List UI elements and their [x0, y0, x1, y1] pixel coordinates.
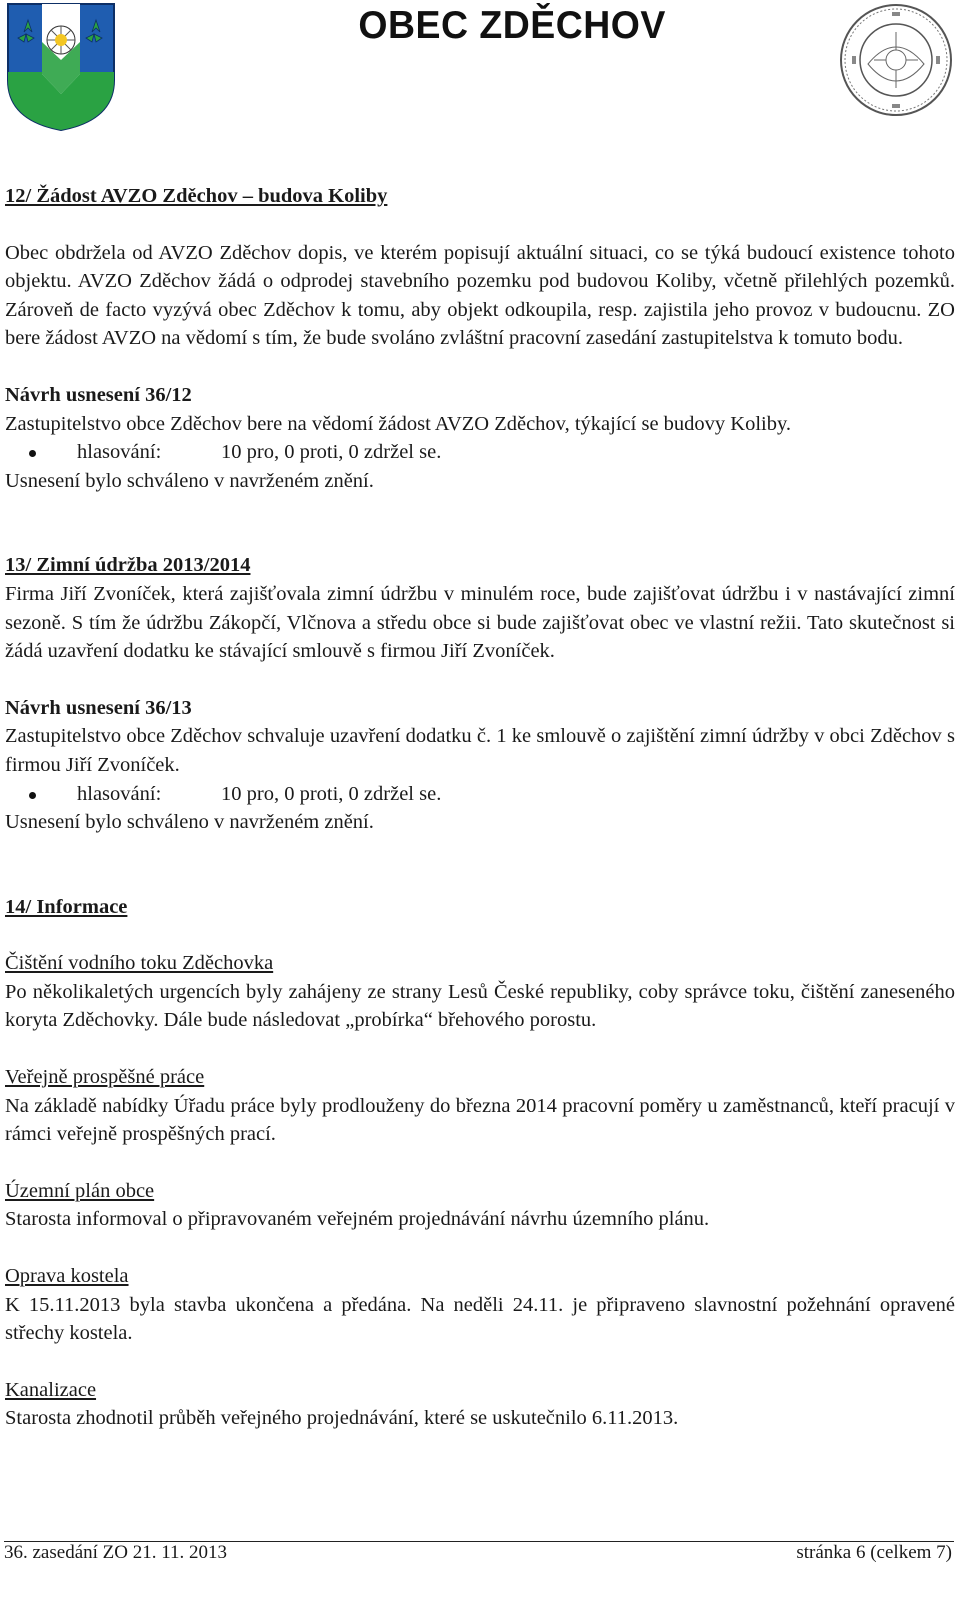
- info-item-title: Územní plán obce: [5, 1179, 155, 1202]
- village-title: OBEC ZDĚCHOV: [358, 4, 666, 47]
- footer-page-number: stránka 6 (celkem 7): [796, 1542, 952, 1563]
- resolution-36-13-approved: Usnesení bylo schváleno v navrženém znění.: [5, 811, 374, 834]
- resolution-36-13-text: Zastupitelstvo obce Zděchov schvaluje uzavření dodatku č. 1 ke smlouvě o zajištění zimní údržby v obci Zděchov s firmou Jiří Zvoníček.: [5, 725, 955, 776]
- footer-meeting-info: 36. zasedání ZO 21. 11. 2013: [4, 1542, 228, 1563]
- section-13-heading: 13/ Zimní údržba 2013/2014: [5, 554, 251, 577]
- resolution-36-12-text: Zastupitelstvo obce Zděchov bere na vědomí žádost AVZO Zděchov, týkající se budovy Koliby.: [5, 412, 792, 435]
- info-item-title: Čištění vodního toku Zděchovka: [5, 952, 274, 975]
- info-item-title: Veřejně prospěšné práce: [5, 1066, 205, 1089]
- vote-value: 10 pro, 0 proti, 0 zdržel se.: [221, 782, 442, 805]
- vote-label: hlasování:: [77, 441, 162, 464]
- section-12-heading: 12/ Žádost AVZO Zděchov – budova Koliby: [5, 185, 388, 207]
- document-body: [5, 182, 955, 1433]
- vote-36-13: [5, 780, 955, 809]
- resolution-36-13-label: Návrh usnesení 36/13: [5, 696, 192, 719]
- section-12-paragraph: Obec obdržela od AVZO Zděchov dopis, ve kterém popisují aktuální situaci, co se týká budoucí existence tohoto objektu. AVZO Zděchov žádá o odprodej stavebního pozemku pod budovou Koliby, včetně přilehlých pozemků. Zároveň de facto vyzývá obec Zděchov k tomu, aby objekt odkoupila, resp. zajistila jeho provoz v budoucnu. ZO bere žádost AVZO na vědomí s tím, že bude svoláno zvláštní pracovní zasedání zastupitelstva k tomuto bodu.: [5, 241, 955, 350]
- info-item-text: K 15.11.2013 byla stavba ukončena a předána. Na neděli 24.11. je připraveno slavnostní požehnání opravené střechy kostela.: [5, 1293, 955, 1345]
- info-item-title: Oprava kostela: [5, 1265, 129, 1288]
- section-13-paragraph: Firma Jiří Zvoníček, která zajišťovala zimní údržbu v minulém roce, bude zajišťovat údržbu i v nastávající zimní sezoně. S tím že údržbu Zákopčí, Vlčnova a středu obce si bude zajišťovat obec ve vlastní režii. Tato skutečnost si žádá uzavření dodatku ke stávající smlouvě s firmou Jiří Zvoníček.: [5, 582, 955, 663]
- info-item-text: Starosta informoval o připravovaném veřejném projednávání návrhu územního plánu.: [5, 1208, 710, 1231]
- vote-36-12: [5, 438, 955, 467]
- village-seal-icon: [838, 2, 954, 118]
- resolution-36-12-approved: Usnesení bylo schváleno v navrženém znění.: [5, 469, 374, 492]
- vote-value: 10 pro, 0 proti, 0 zdržel se.: [221, 441, 442, 464]
- vote-label: hlasování:: [77, 782, 162, 805]
- info-item-text: Starosta zhodnotil průběh veřejného projednávání, které se uskutečnilo 6.11.2013.: [5, 1407, 679, 1430]
- resolution-36-12-label: Návrh usnesení 36/12: [5, 383, 192, 406]
- info-item-text: Na základě nabídky Úřadu práce byly prodlouženy do března 2014 pracovní poměry u zaměstnanců, kteří pracují v rámci veřejně prospěšných prací.: [5, 1094, 955, 1146]
- section-14-heading: 14/ Informace: [5, 895, 128, 918]
- info-item-text: Po několikaletých urgencích byly zahájeny ze strany Lesů České republiky, coby správce toku, čištění zaneseného koryta Zděchovky. Dále bude následovat „probírka“ břehového porostu.: [5, 980, 955, 1032]
- info-item-title: Kanalizace: [5, 1378, 97, 1401]
